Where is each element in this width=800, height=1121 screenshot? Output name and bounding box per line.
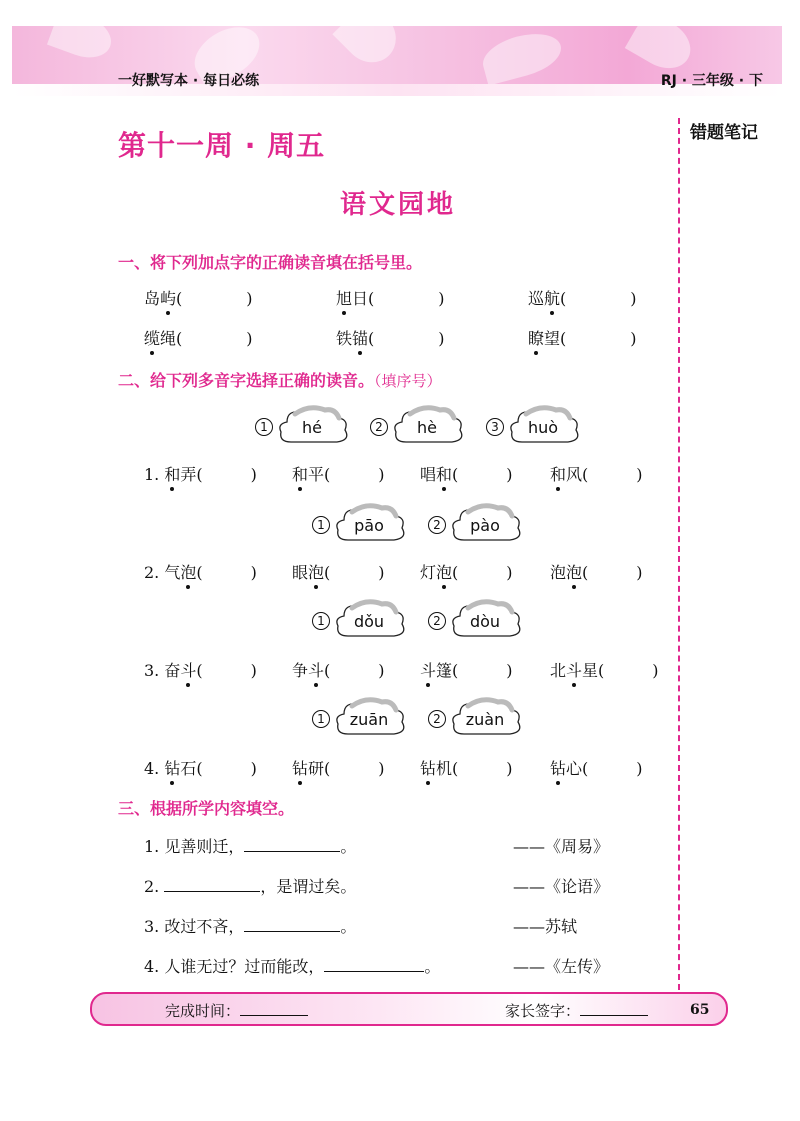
answer-parentheses[interactable]: ( )	[452, 661, 513, 680]
answer-blank[interactable]	[244, 917, 340, 932]
cloud-icon	[332, 502, 406, 548]
item-number: 3.	[144, 661, 165, 680]
item-char: 气	[164, 563, 181, 582]
answer-parentheses[interactable]: ( )	[324, 563, 385, 582]
option-number: 1	[255, 418, 273, 436]
polyphone-item	[292, 658, 385, 681]
line-text-before: 见善则迁，	[164, 837, 245, 856]
cloud-icon	[448, 696, 522, 742]
cloud-icon	[390, 404, 464, 450]
item-char: 日	[352, 289, 369, 308]
fill-blank-line	[144, 914, 356, 937]
polyphone-item	[420, 658, 513, 681]
polyphone-word	[420, 759, 513, 778]
answer-blank[interactable]	[324, 957, 424, 972]
fill-blank-line	[144, 954, 440, 977]
dotted-char: 斗	[308, 658, 324, 681]
question-1-heading: 一、将下列加点字的正确读音填在括号里。	[118, 253, 423, 272]
line-number: 3.	[144, 917, 165, 936]
answer-parentheses[interactable]: ( )	[582, 563, 643, 582]
quote-source: ——《周易》	[513, 837, 610, 856]
answer-blank[interactable]	[164, 877, 260, 892]
dotted-char: 斗	[420, 658, 436, 681]
answer-parentheses[interactable]: ( )	[196, 661, 257, 680]
polyphone-item	[144, 658, 257, 681]
dotted-char: 瞭	[528, 326, 544, 349]
dotted-char: 和	[292, 462, 308, 485]
dotted-char: 航	[544, 286, 560, 309]
polyphone-word	[144, 465, 257, 484]
quote-source: ——《论语》	[513, 877, 610, 896]
pinyin-option	[486, 404, 580, 450]
cloud-icon	[448, 502, 522, 548]
question-2-note: （填序号）	[374, 372, 442, 390]
dotted-char: 钻	[550, 756, 566, 779]
polyphone-word	[292, 759, 385, 778]
answer-parentheses[interactable]: ( )	[324, 759, 385, 778]
pinyin-text: pào	[470, 516, 500, 535]
pinyin-option	[370, 404, 464, 450]
dotted-char: 锚	[352, 326, 368, 349]
pinyin-text: zuān	[349, 710, 389, 729]
dotted-char: 和	[550, 462, 566, 485]
answer-parentheses[interactable]: ( )	[560, 329, 637, 348]
dotted-char: 泡	[566, 560, 582, 583]
pinyin-item	[144, 286, 253, 309]
dotted-char: 钻	[164, 756, 180, 779]
cloud-icon	[506, 404, 580, 450]
item-char: 绳	[160, 329, 177, 348]
line-text-after: 。	[340, 837, 357, 856]
item-number: 4.	[144, 759, 165, 778]
cloud-icon	[448, 598, 522, 644]
line-number: 2.	[144, 877, 165, 896]
item-char: 研	[308, 759, 325, 778]
option-number: 2	[428, 516, 446, 534]
item-number: 2.	[144, 563, 165, 582]
parent-signature-label: 家长签字：	[505, 1002, 581, 1020]
line-text-after: 。	[340, 917, 357, 936]
item-char: 灯	[420, 563, 437, 582]
answer-parentheses[interactable]: ( )	[196, 759, 257, 778]
item-char: 机	[436, 759, 453, 778]
pinyin-item	[336, 326, 445, 349]
item-char: 泡	[550, 563, 567, 582]
page-number: 65	[690, 1002, 710, 1018]
polyphone-word	[292, 661, 385, 680]
quote-source: ——苏轼	[513, 917, 578, 936]
answer-parentheses[interactable]: ( )	[368, 289, 445, 308]
item-char: 风	[566, 465, 583, 484]
pinyin-item	[336, 286, 445, 309]
dotted-char: 泡	[180, 560, 196, 583]
answer-parentheses[interactable]: ( )	[452, 563, 513, 582]
item-char: 岛	[144, 289, 161, 308]
pinyin-text: dòu	[469, 612, 501, 631]
dotted-char: 斗	[566, 658, 582, 681]
pinyin-text: hé	[302, 418, 322, 437]
answer-parentheses[interactable]: ( )	[196, 465, 257, 484]
question-2-text: 二、给下列多音字选择正确的读音。	[118, 371, 375, 390]
option-number: 2	[370, 418, 388, 436]
item-char: 平	[308, 465, 325, 484]
item-char: 弄	[180, 465, 197, 484]
pinyin-option	[312, 502, 406, 548]
grade-label: RJ · 三年级 · 下	[660, 73, 763, 89]
dotted-char: 泡	[308, 560, 324, 583]
item-number: 1.	[144, 465, 165, 484]
completion-time	[165, 1000, 308, 1021]
answer-parentheses[interactable]: ( )	[324, 661, 385, 680]
line-text-after: 。	[424, 957, 441, 976]
answer-parentheses[interactable]: ( )	[324, 465, 385, 484]
answer-parentheses[interactable]: ( )	[598, 661, 659, 680]
parent-signature-blank[interactable]	[580, 1001, 648, 1016]
polyphone-word	[420, 661, 513, 680]
line-text-after: ，是谓过矣。	[260, 877, 357, 896]
completion-time-label: 完成时间：	[165, 1002, 241, 1020]
answer-parentheses[interactable]: ( )	[452, 465, 513, 484]
line-number: 4.	[144, 957, 165, 976]
cloud-icon	[332, 696, 406, 742]
option-number: 1	[312, 612, 330, 630]
question-2-heading	[118, 368, 442, 391]
answer-blank[interactable]	[244, 837, 340, 852]
item-char: 争	[292, 661, 309, 680]
item-char: 望	[544, 329, 561, 348]
dotted-char: 斗	[180, 658, 196, 681]
polyphone-item	[144, 756, 257, 779]
polyphone-word	[550, 759, 643, 778]
dotted-char: 旭	[336, 286, 352, 309]
parent-signature	[505, 1000, 648, 1021]
pinyin-text: zuàn	[465, 710, 505, 729]
pinyin-item	[528, 326, 637, 349]
pinyin-option	[312, 696, 406, 742]
dotted-char: 缆	[144, 326, 160, 349]
book-series-title: 一好默写本 · 每日必练	[118, 73, 260, 89]
option-number: 2	[428, 710, 446, 728]
polyphone-item	[292, 756, 385, 779]
item-char: 心	[566, 759, 583, 778]
week-title: 第十一周 · 周五	[118, 129, 326, 162]
option-number: 1	[312, 516, 330, 534]
pinyin-text: pāo	[354, 516, 384, 535]
dotted-char: 泡	[436, 560, 452, 583]
section-title: 语文园地	[340, 190, 457, 220]
polyphone-item	[420, 756, 513, 779]
item-char: 巡	[528, 289, 545, 308]
polyphone-item	[550, 462, 643, 485]
polyphone-word	[144, 661, 257, 680]
answer-parentheses[interactable]: ( )	[582, 759, 643, 778]
polyphone-item	[420, 462, 513, 485]
item-char: 唱	[420, 465, 437, 484]
polyphone-word	[420, 563, 513, 582]
answer-parentheses[interactable]: ( )	[452, 759, 513, 778]
option-number: 1	[312, 710, 330, 728]
answer-parentheses[interactable]: ( )	[176, 289, 253, 308]
polyphone-word	[420, 465, 513, 484]
polyphone-word	[292, 465, 385, 484]
item-char: 铁	[336, 329, 353, 348]
polyphone-item	[550, 756, 643, 779]
polyphone-item	[292, 462, 385, 485]
polyphone-item	[420, 560, 513, 583]
pinyin-option	[428, 502, 522, 548]
pinyin-item	[144, 326, 253, 349]
polyphone-item	[144, 462, 257, 485]
item-char: 星	[582, 661, 599, 680]
answer-parentheses[interactable]: ( )	[196, 563, 257, 582]
answer-parentheses[interactable]: ( )	[560, 289, 637, 308]
polyphone-word	[550, 465, 643, 484]
question-3-heading: 三、根据所学内容填空。	[118, 799, 295, 818]
pinyin-option	[312, 598, 406, 644]
polyphone-word	[144, 759, 257, 778]
option-number: 2	[428, 612, 446, 630]
fill-blank-line	[144, 874, 356, 897]
dotted-char: 钻	[420, 756, 436, 779]
polyphone-item	[550, 560, 643, 583]
polyphone-word	[292, 563, 385, 582]
item-char: 眼	[292, 563, 309, 582]
pinyin-item	[528, 286, 637, 309]
polyphone-item	[292, 560, 385, 583]
pinyin-option	[255, 404, 349, 450]
line-text-before: 改过不吝，	[164, 917, 245, 936]
answer-parentheses[interactable]: ( )	[368, 329, 445, 348]
pinyin-text: huò	[527, 418, 559, 437]
polyphone-word	[144, 563, 257, 582]
line-number: 1.	[144, 837, 165, 856]
dotted-char: 和	[436, 462, 452, 485]
item-char: 北	[550, 661, 567, 680]
cloud-icon	[332, 598, 406, 644]
notes-column-border	[678, 118, 680, 990]
error-notes-title: 错题笔记	[690, 123, 758, 143]
item-char: 石	[180, 759, 197, 778]
line-text-before: 人谁无过？过而能改，	[164, 957, 325, 976]
dotted-char: 钻	[292, 756, 308, 779]
answer-parentheses[interactable]: ( )	[582, 465, 643, 484]
polyphone-item	[550, 658, 659, 681]
option-number: 3	[486, 418, 504, 436]
dotted-char: 和	[164, 462, 180, 485]
polyphone-item	[144, 560, 257, 583]
fill-blank-line	[144, 834, 356, 857]
quote-source: ——《左传》	[513, 957, 610, 976]
pinyin-text: hè	[417, 418, 437, 437]
completion-time-blank[interactable]	[240, 1001, 308, 1016]
pinyin-text: dǒu	[353, 612, 385, 631]
cloud-icon	[275, 404, 349, 450]
pinyin-option	[428, 598, 522, 644]
item-char: 奋	[164, 661, 181, 680]
answer-parentheses[interactable]: ( )	[176, 329, 253, 348]
polyphone-word	[550, 563, 643, 582]
pinyin-option	[428, 696, 522, 742]
dotted-char: 屿	[160, 286, 176, 309]
item-char: 篷	[436, 661, 453, 680]
polyphone-word	[550, 661, 659, 680]
